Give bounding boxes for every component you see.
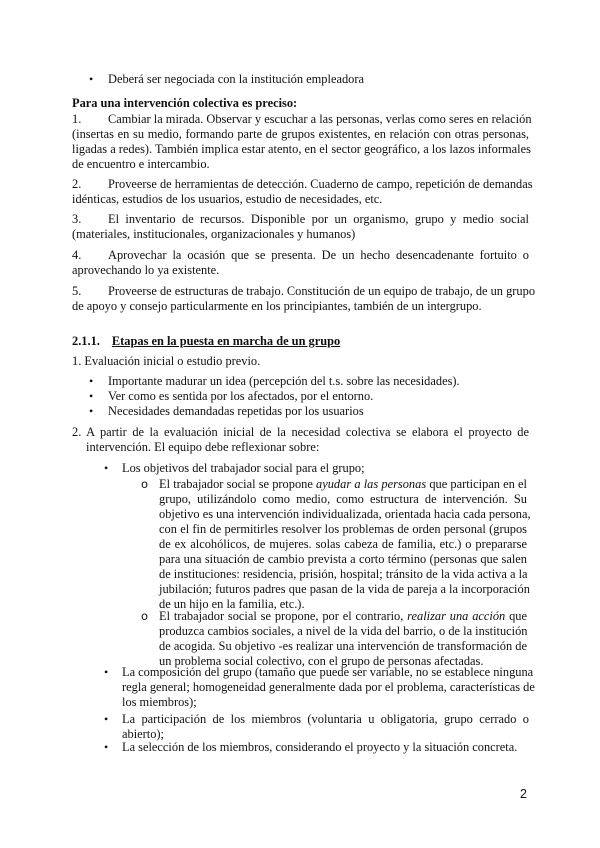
circle-bullet-icon: o xyxy=(141,477,149,491)
numbered-item-line: de encuentro e intercambio. xyxy=(72,157,210,171)
section-heading xyxy=(72,334,340,349)
section-title: Etapas en la puesta en marcha de un grupo xyxy=(111,334,341,348)
step2-line-1: 2. A partir de la evaluación inicial de la necesidad colectiva se elabora el proyecto de xyxy=(72,425,529,439)
numbered-item-line: de apoyo y consejo particularmente en los principiantes, también de un intergrupo. xyxy=(72,299,482,313)
sub-a-line: de ex alcohólicos, de mujeres. solas cabeza de familia, etc.) o prepararse xyxy=(159,537,527,551)
numbered-item-line: Proveerse de estructuras de trabajo. Constitución de un equipo de trabajo, de un grupo xyxy=(108,284,536,298)
objectives-label: Los objetivos del trabajador social para el grupo; xyxy=(122,461,365,475)
step1-bullet-text: Ver como es sentida por los afectados, por el entorno. xyxy=(108,389,374,403)
sub-a-line: de instituciones: residencia, prisión, hospital; tránsito de la vida activa a la xyxy=(159,567,528,581)
page-number: 2 xyxy=(520,787,527,801)
numbered-item-line: Proveerse de herramientas de detección. Cuaderno de campo, repetición de demandas xyxy=(108,177,533,191)
bullet-marker: • xyxy=(104,740,109,754)
step1-bullet-text: Necesidades demandadas repetidas por los usuarios xyxy=(108,404,364,418)
numbered-item-line: Cambiar la mirada. Observar y escuchar a las personas, verlas como seres en relación xyxy=(108,112,532,126)
numbered-item-number: 1. xyxy=(72,112,82,126)
numbered-item-number: 5. xyxy=(72,284,82,298)
step2-bullet-line: La composición del grupo (tamaño que puede ser variable, no se establece ninguna xyxy=(122,665,534,679)
sub-b-text-pre: El trabajador social se propone, por el contrario, xyxy=(159,609,408,623)
collective-heading: Para una intervención colectiva es preciso: xyxy=(72,96,298,110)
sub-a-line: objetivo es una intervención individualizada, orientada hacia cada persona, xyxy=(159,507,531,521)
numbered-item-number: 4. xyxy=(72,248,82,262)
sub-a-line: con el fin de permitirles resolver los problemas de orden personal (grupos xyxy=(159,522,527,536)
sub-b-line: de acogida. Su objetivo -es realizar una intervención de transformación de xyxy=(159,639,527,653)
sub-b-text-post: que xyxy=(505,609,527,623)
numbered-item-line: (insertas en su medio, formando parte de grupos existentes, en relación con otras personas, xyxy=(72,127,529,141)
bullet-marker: • xyxy=(89,72,94,86)
step2-bullet-line: La selección de los miembros, considerando el proyecto y la situación concreta. xyxy=(122,740,518,754)
sub-a-text-post: que participan en el xyxy=(426,477,527,491)
sub-a-text-pre: El trabajador social se propone xyxy=(159,477,317,491)
numbered-item-line: aprovechando lo ya existente. xyxy=(72,263,220,277)
bullet-marker: • xyxy=(104,665,109,679)
step1-bullet-text: Importante madurar un idea (percepción del t.s. sobre las necesidades). xyxy=(108,374,460,388)
numbered-item-number: 2. xyxy=(72,177,82,191)
numbered-item-line: El inventario de recursos. Disponible por un organismo, grupo y medio social xyxy=(108,212,529,226)
sub-b-first-line xyxy=(159,609,527,624)
sub-a-line: grupo, utilizándolo como medio, como estructura de intervención. Su xyxy=(159,492,527,506)
numbered-item-number: 3. xyxy=(72,212,82,226)
sub-a-line: para una situación de cambio prevista a corto término (personas que salen xyxy=(159,552,527,566)
bullet-marker: • xyxy=(89,389,94,403)
bullet-marker: • xyxy=(89,374,94,388)
circle-bullet-icon: o xyxy=(141,609,149,623)
bullet-marker: • xyxy=(104,461,109,475)
sub-b-line: un problema social colectivo, con el grupo de personas afectadas. xyxy=(159,654,484,668)
numbered-item-line: (materiales, institucionales, organizacionales y humanos) xyxy=(72,227,356,241)
sub-a-line: jubilación; futuros padres que pasan de la vida de pareja a la incorporación xyxy=(159,582,530,596)
numbered-item-line: Aprovechar la ocasión que se presenta. De un hecho desencadenante fortuito o xyxy=(108,248,529,262)
sub-a-line: de un hijo en la familia, etc.). xyxy=(159,597,305,611)
step2-bullet-line: regla general; homogeneidad generalmente dada por el problema, características de xyxy=(122,680,535,694)
step2-bullet-line: los miembros); xyxy=(122,695,197,709)
top-bullet-text: Deberá ser negociada con la institución empleadora xyxy=(108,72,364,86)
bullet-marker: • xyxy=(89,404,94,418)
step1-label: 1. Evaluación inicial o estudio previo. xyxy=(72,354,261,368)
sub-a-first-line xyxy=(159,477,527,492)
step2-bullet-line: La participación de los miembros (voluntaria u obligatoria, grupo cerrado o xyxy=(122,712,529,726)
section-number: 2.1.1. xyxy=(72,334,100,348)
numbered-item-line: ligadas a redes). También implica estar atento, en el sector geográfico, a los lazos informales xyxy=(72,142,531,156)
sub-b-italic: realizar una acción xyxy=(407,609,506,623)
sub-b-line: produzca cambios sociales, a nivel de la vida del barrio, o de la institución xyxy=(159,624,528,638)
sub-a-italic: ayudar a las personas xyxy=(316,477,427,491)
numbered-item-line: idénticas, estudios de los usuarios, estudio de necesidades, etc. xyxy=(72,192,383,206)
bullet-marker: • xyxy=(104,712,109,726)
step2-line-2: intervención. El equipo debe reflexionar sobre: xyxy=(86,440,320,454)
step2-bullet-line: abierto); xyxy=(122,727,164,741)
